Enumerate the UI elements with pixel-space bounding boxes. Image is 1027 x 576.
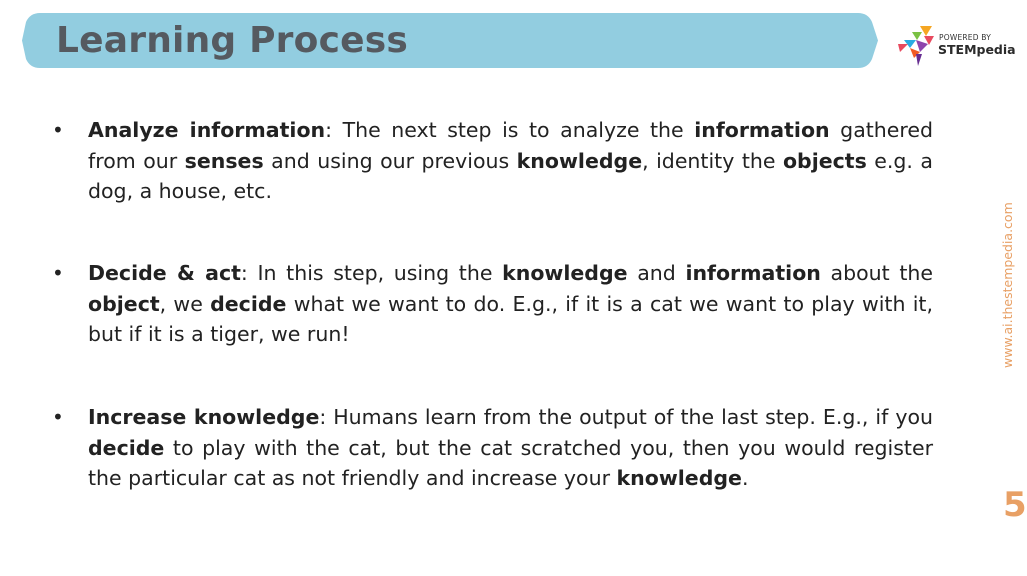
bold-term: objects <box>782 148 867 173</box>
bold-term: decide <box>88 435 165 460</box>
text-run: what we want to do. E.g., if it is a cat we want to play with it, but if it is a tiger, we run! <box>88 291 933 346</box>
text-run: to play with the cat, but the cat scratched you, then you would register the particular cat as not friendly and increase your <box>88 435 933 490</box>
bold-term: information <box>694 118 830 142</box>
logo-name: STEMpedia <box>938 42 1016 57</box>
text-run: about the <box>820 261 933 285</box>
page-title: Learning Process <box>56 20 408 61</box>
bold-term: object <box>88 291 160 316</box>
powered-by-label: POWERED BY <box>939 33 992 42</box>
text-run: e.g. a dog, a house, etc. <box>88 148 933 203</box>
text-run: , identity the <box>642 148 783 173</box>
bold-term: Increase knowledge <box>88 405 320 429</box>
text-run: : The next step is to analyze the <box>325 118 695 142</box>
bold-term: decide <box>210 291 287 316</box>
title-banner <box>22 13 878 68</box>
text-run: : In this step, using the <box>240 261 503 285</box>
bullet-text <box>88 115 933 207</box>
text-run: , we <box>159 291 211 316</box>
bold-term: information <box>685 261 821 285</box>
stempedia-logo-icon <box>896 24 936 70</box>
bullet-icon: • <box>52 118 64 142</box>
bold-term: knowledge <box>502 261 628 285</box>
text-run: gathered from our <box>88 118 934 173</box>
bold-term: Analyze information <box>88 118 326 142</box>
bold-term: senses <box>184 148 264 173</box>
bold-term: Decide & act <box>88 261 241 285</box>
bold-term: knowledge <box>516 148 643 173</box>
bullet-icon: • <box>52 261 64 285</box>
website-url: www.ai.thestempedia.com <box>1000 202 1015 368</box>
text-run: . <box>741 466 749 490</box>
text-run: and <box>627 261 686 285</box>
bullet-text <box>88 258 933 350</box>
page-number: 5 <box>1003 485 1027 525</box>
bullet-text <box>88 402 933 494</box>
bold-term: knowledge <box>616 466 742 490</box>
bullet-icon: • <box>52 405 64 429</box>
stempedia-logo <box>896 24 1016 70</box>
text-run: and using our previous <box>263 148 517 173</box>
text-run: : Humans learn from the output of the last step. E.g., if you <box>319 405 933 429</box>
